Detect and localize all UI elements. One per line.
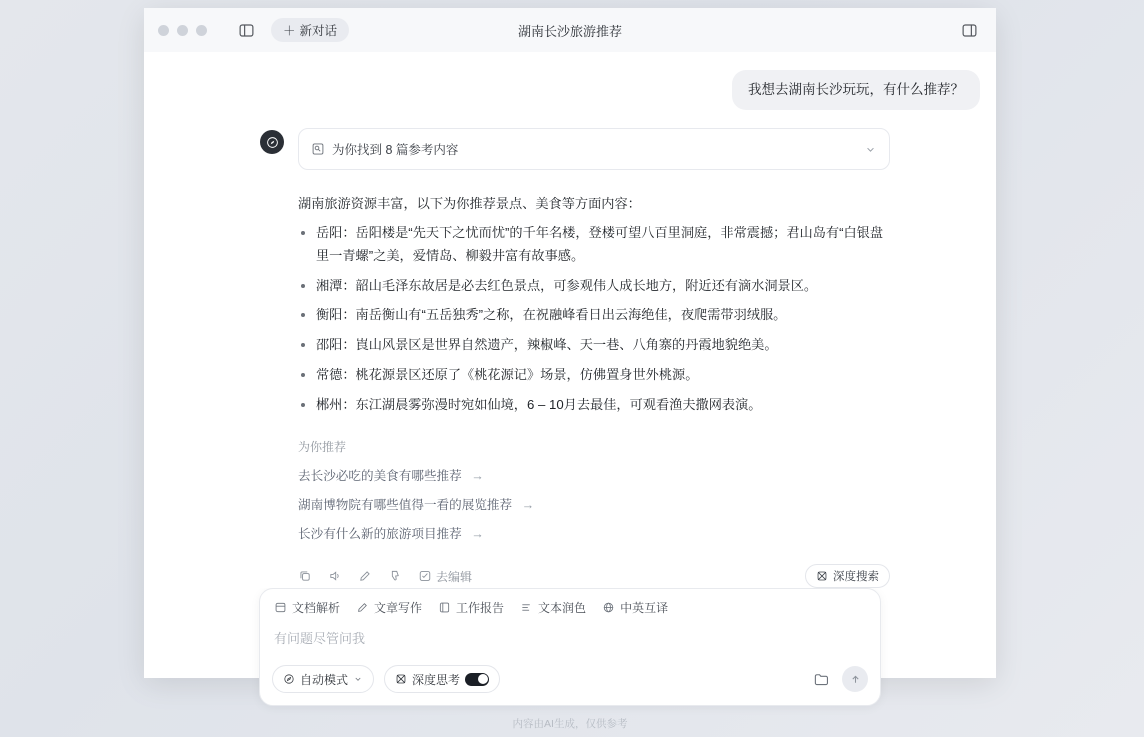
attach-file-icon[interactable]: [813, 671, 830, 688]
deep-search-label: 深度搜索: [833, 571, 879, 584]
message-actions: [298, 564, 890, 588]
list-item: • 衡阳：南岳衡山有“五岳独秀”之称，在祝融峰看日出云海绝佳，夜爬需带羽绒服。: [316, 304, 890, 327]
edit-icon[interactable]: [358, 569, 372, 583]
minimize-window-button[interactable]: [177, 25, 188, 36]
suggestions-title: 为你推荐: [298, 440, 347, 455]
assistant-message-row: [144, 110, 996, 588]
composer-right-controls: [813, 666, 868, 692]
quick-action-work-report[interactable]: [438, 599, 504, 616]
edit-answer-label: 去编辑: [436, 569, 473, 584]
app-window: [144, 8, 996, 731]
list-item: • 常德：桃花源景区还原了《桃花源记》场景，仿佛置身世外桃源。: [316, 364, 890, 387]
conversation-area: [144, 52, 996, 588]
mode-label: 自动模式: [300, 672, 349, 687]
title-bar: [144, 8, 996, 52]
document-icon: [274, 601, 287, 614]
arrow-right-icon: →: [471, 527, 484, 542]
user-message-row: [144, 52, 996, 110]
globe-icon: [602, 601, 615, 614]
maximize-window-button[interactable]: [196, 25, 207, 36]
list-item: • 邵阳：崀山风景区是世界自然遗产，辣椒峰、天一巷、八角寨的丹霞地貌绝美。: [316, 334, 890, 357]
title-bar-right: [958, 19, 980, 41]
answer-intro: 湖南旅游资源丰富，以下为你推荐景点、美食等方面内容：: [298, 196, 641, 212]
deep-think-switch[interactable]: [465, 673, 489, 686]
suggestion-item-2[interactable]: [298, 494, 890, 513]
new-chat-label: 新对话: [299, 24, 338, 38]
edit-answer-button[interactable]: [418, 568, 472, 585]
deep-search-button[interactable]: [805, 564, 890, 588]
quick-action-doc-parse[interactable]: [274, 599, 340, 616]
copy-icon[interactable]: [298, 569, 312, 583]
user-message: 我想去湖南长沙玩玩，有什么推荐？: [732, 70, 980, 110]
quick-actions-row: [260, 589, 880, 616]
references-card[interactable]: [298, 128, 890, 170]
assistant-answer: [298, 192, 890, 416]
quick-action-label: 文章写作: [374, 601, 423, 616]
arrow-right-icon: →: [521, 498, 535, 513]
references-label: 为你找到 8 篇参考内容: [332, 143, 459, 158]
list-item: • 岳阳：岳阳楼是“先天下之忧而忧”的千年名楼，登楼可望八百里洞庭，非常震撼；君山岛有“白银盘里一青螺”之美，爱情岛、柳毅井富有故事感。: [316, 222, 890, 267]
document-search-icon: [311, 142, 325, 156]
assistant-content: [298, 128, 890, 588]
quick-action-label: 中英互译: [620, 601, 669, 616]
mode-selector[interactable]: [272, 665, 374, 693]
quick-action-article-writing[interactable]: [356, 599, 422, 616]
suggestion-label: 湖南博物院有哪些值得一看的展览推荐: [298, 498, 513, 513]
disclaimer-text: 内容由AI生成，仅供参考: [512, 718, 628, 731]
window-title: 湖南长沙旅游推荐: [517, 23, 622, 39]
window-controls[interactable]: [158, 25, 207, 36]
suggestion-item-3[interactable]: [298, 523, 890, 542]
close-window-button[interactable]: [158, 25, 169, 36]
dislike-icon[interactable]: [388, 569, 402, 583]
quick-action-label: 文档解析: [292, 601, 341, 616]
suggestion-item-1[interactable]: [298, 465, 890, 484]
recommendation-list: [298, 222, 890, 416]
deep-think-toggle[interactable]: [384, 665, 500, 693]
list-item: • 湘潭：韶山毛泽东故居是必去红色景点，可参观伟人成长地方，附近还有滴水洞景区。: [316, 275, 890, 298]
pen-icon: [356, 601, 369, 614]
composer-wrapper: [144, 588, 996, 737]
quick-action-label: 工作报告: [456, 601, 505, 616]
list-item: • 郴州：东江湖晨雾弥漫时宛如仙境，6 – 10月去最佳，可观看渔夫撒网表演。: [316, 394, 890, 417]
deep-think-icon: [395, 673, 407, 685]
suggestion-label: 去长沙必吃的美食有哪些推荐: [298, 469, 462, 484]
composer-bottom-row: [260, 665, 880, 705]
quick-action-translate[interactable]: [602, 599, 668, 616]
send-button[interactable]: [842, 666, 868, 692]
quick-action-label: 文本润色: [538, 601, 587, 616]
arrow-right-icon: →: [471, 469, 484, 484]
quick-action-text-polish[interactable]: [520, 599, 586, 616]
deep-think-label: 深度思考: [412, 672, 461, 687]
chevron-down-icon[interactable]: [864, 143, 877, 156]
speaker-icon[interactable]: [328, 569, 342, 583]
composer: [259, 588, 881, 706]
plus-icon: ＋: [283, 24, 296, 38]
chevron-down-icon: [353, 674, 363, 684]
toggle-right-panel-icon[interactable]: [958, 19, 980, 41]
deep-search-icon: [816, 570, 828, 582]
suggestion-label: 长沙有什么新的旅游项目推荐: [298, 527, 462, 542]
message-input[interactable]: 有问题尽管问我: [274, 631, 366, 647]
auto-mode-icon: [283, 673, 295, 685]
toggle-left-panel-icon[interactable]: [235, 19, 257, 41]
new-chat-button[interactable]: [271, 18, 349, 42]
text-lines-icon: [520, 601, 533, 614]
assistant-avatar: [260, 130, 284, 154]
report-icon: [438, 601, 451, 614]
